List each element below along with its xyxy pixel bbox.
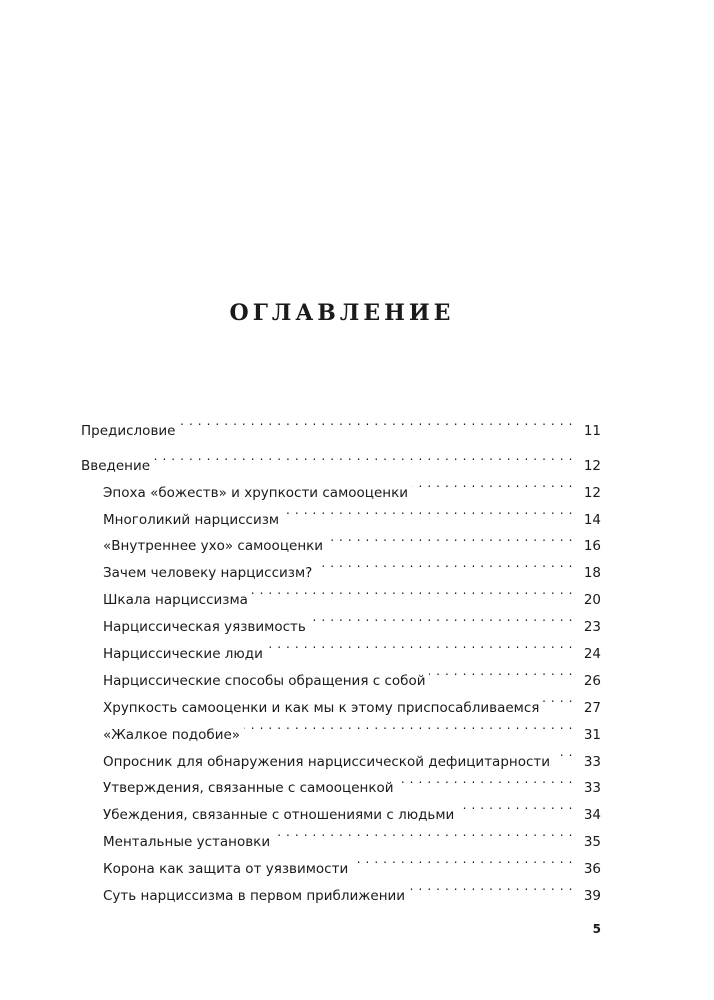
toc-entry-title: Предисловие — [81, 422, 176, 439]
toc-entry-page: 26 — [583, 672, 601, 689]
toc-entry-page: 12 — [583, 457, 601, 474]
dot-leader — [543, 685, 573, 712]
dot-leader — [458, 792, 573, 819]
table-of-contents — [81, 408, 601, 905]
toc-entry-title: Эпоха «божеств» и хрупкости самооценки — [103, 484, 409, 501]
dot-leader — [252, 577, 573, 604]
dot-leader — [398, 766, 573, 793]
toc-entry-page: 18 — [583, 565, 601, 582]
dot-leader — [327, 524, 573, 551]
toc-entry-page: 36 — [583, 861, 601, 878]
dot-leader — [274, 819, 573, 846]
toc-entry-title: Введение — [81, 457, 151, 474]
toc-entry-page: 12 — [583, 484, 601, 501]
toc-entry-title: Шкала нарциссизма — [103, 592, 248, 609]
dot-leader — [429, 658, 573, 685]
toc-entry[interactable] — [81, 470, 601, 501]
page-number: 5 — [592, 922, 601, 936]
toc-entry-page: 34 — [583, 807, 601, 824]
dot-leader — [412, 470, 573, 497]
toc-entry-title: «Внутреннее ухо» самооценки — [103, 538, 324, 555]
dot-leader — [244, 712, 573, 739]
toc-entry-title: Суть нарциссизма в первом приближении — [103, 888, 406, 905]
toc-entry-page: 27 — [583, 699, 601, 716]
toc-entry-title: Ментальные установки — [103, 834, 271, 851]
toc-entry-title: Многоликий нарциссизм — [103, 511, 280, 528]
toc-entry-title: Утверждения, связанные с самооценкой — [103, 780, 394, 797]
toc-entry-title: Нарциссические способы обращения с собой — [103, 672, 426, 689]
toc-entry-title: Зачем человеку нарциссизм? — [103, 565, 313, 582]
toc-entry-page: 33 — [583, 780, 601, 797]
toc-entry-page: 35 — [583, 834, 601, 851]
dot-leader — [409, 873, 573, 900]
dot-leader — [310, 604, 573, 631]
dot-leader — [154, 443, 573, 470]
dot-leader — [267, 631, 573, 658]
dot-leader — [352, 846, 573, 873]
dot-leader — [316, 550, 573, 577]
dot-leader — [554, 739, 573, 766]
toc-entry-title: Хрупкость самооценки и как мы к этому приспосабливаемся — [103, 699, 540, 716]
toc-entry[interactable] — [81, 443, 601, 474]
dot-leader — [179, 408, 573, 435]
toc-entry-page: 16 — [583, 538, 601, 555]
toc-entry-title: Нарциссическая уязвимость — [103, 619, 306, 636]
toc-entry-page: 39 — [583, 888, 601, 905]
page-title: ОГЛАВЛЕНИЕ — [229, 300, 455, 326]
toc-entry-page: 23 — [583, 619, 601, 636]
toc-entry-title: Корона как защита от уязвимости — [103, 861, 349, 878]
toc-entry-page: 24 — [583, 646, 601, 663]
toc-entry-page: 20 — [583, 592, 601, 609]
toc-entry-title: Убеждения, связанные с отношениями с людьми — [103, 807, 455, 824]
toc-entry-title: Опросник для обнаружения нарциссической дефицитарности — [103, 753, 551, 770]
toc-entry-title: «Жалкое подобие» — [103, 726, 241, 743]
toc-entry[interactable] — [81, 408, 601, 439]
toc-entry-page: 14 — [583, 511, 601, 528]
toc-entry-title: Нарциссические люди — [103, 646, 263, 663]
toc-entry-page: 31 — [583, 726, 601, 743]
toc-entry-page: 11 — [583, 422, 601, 439]
dot-leader — [283, 497, 573, 524]
toc-entry-page: 33 — [583, 753, 601, 770]
